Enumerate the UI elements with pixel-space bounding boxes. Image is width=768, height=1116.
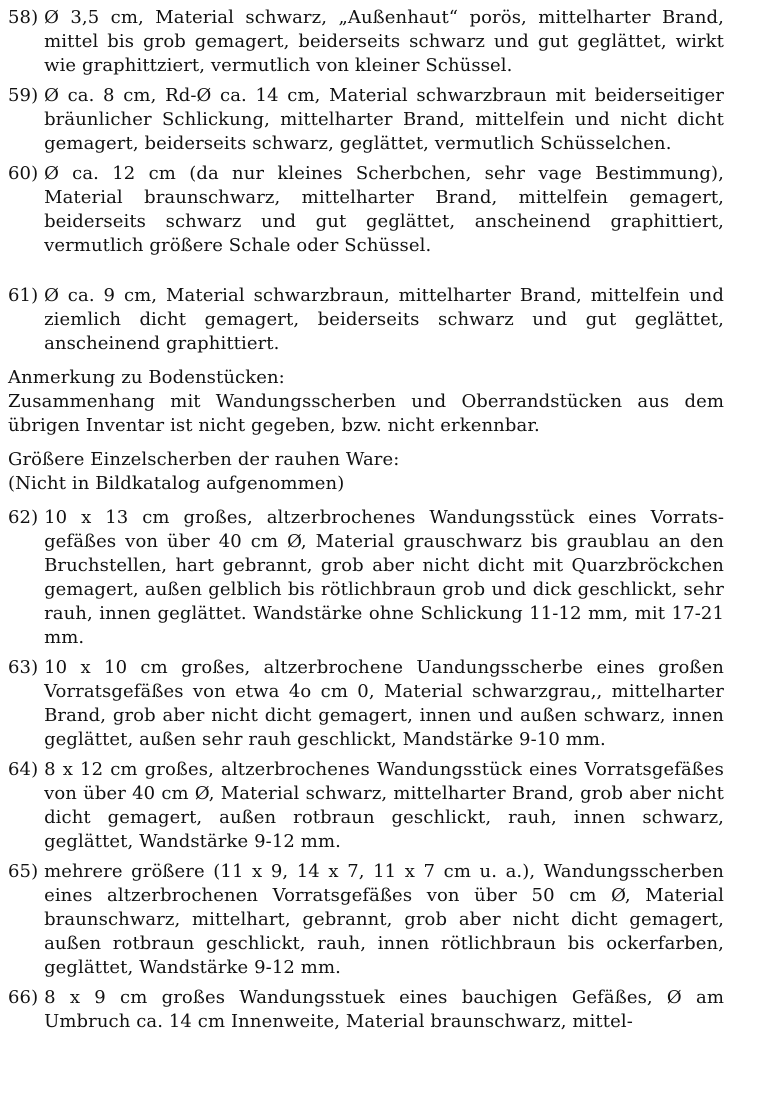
catalog-entry-60 bbox=[8, 162, 724, 258]
entry-text: Ø ca. 12 cm (da nur kleines Scherbchen, sehr vage Bestimmung), Material braunschwarz, mittelharter Brand, mittelfein gemagert, beiderseits schwarz und gut geglättet, anscheinend graphittiert, vermutlich größere Schale oder Schüssel. bbox=[44, 163, 724, 256]
entry-text: 8 x 9 cm großes Wandungsstuek eines bauchigen Gefäßes, Ø am Umbruch ca. 14 cm Innenweite, Material braunschwarz, mittel- bbox=[44, 987, 724, 1032]
catalog-entry-66 bbox=[8, 986, 724, 1034]
entry-number: 59) bbox=[8, 85, 39, 106]
entry-number: 62) bbox=[8, 507, 39, 528]
catalog-entry-64 bbox=[8, 758, 724, 854]
catalog-entry-61 bbox=[8, 284, 724, 356]
section-heading: Größere Einzelscherben der rauhen Ware: bbox=[8, 449, 400, 470]
section-subheading: (Nicht in Bildkatalog aufgenommen) bbox=[8, 473, 345, 494]
catalog-entry-63 bbox=[8, 656, 724, 752]
note-bodenstuecke bbox=[8, 366, 724, 438]
catalog-entry-58 bbox=[8, 6, 724, 78]
entry-number: 60) bbox=[8, 163, 39, 184]
entry-text: 10 x 13 cm großes, altzerbrochenes Wandungsstück eines Vorratsgefäßes von über 40 cm Ø, Material grauschwarz bis graublau an den Bruchstellen, hart gebrannt, grob aber nicht dicht mit Quarzbröckchen gemagert, außen gelblich bis rötlichbraun grob und dick geschlickt, sehr rauh, innen geglättet. Wandstärke ohne Schlickung 11-12 mm, mit 17-21 mm. bbox=[44, 507, 724, 648]
entry-number: 64) bbox=[8, 759, 39, 780]
note-heading: Anmerkung zu Bodenstücken: bbox=[8, 367, 285, 388]
entry-text: Ø ca. 9 cm, Material schwarzbraun, mittelharter Brand, mittelfein und ziemlich dicht gemagert, beiderseits schwarz und gut geglättet, anscheinend graphittiert. bbox=[44, 285, 724, 354]
catalog-entry-65 bbox=[8, 860, 724, 980]
entry-number: 61) bbox=[8, 285, 39, 306]
entry-number: 66) bbox=[8, 987, 39, 1008]
entry-number: 63) bbox=[8, 657, 39, 678]
section-rauhe-ware bbox=[8, 448, 724, 496]
entry-number: 58) bbox=[8, 7, 39, 28]
entry-number: 65) bbox=[8, 861, 39, 882]
catalog-entry-62 bbox=[8, 506, 724, 650]
document-page bbox=[8, 6, 724, 1040]
note-text: Zusammenhang mit Wandungsscherben und Oberrandstücken aus dem übrigen Inventar ist nicht gegeben, bzw. nicht erkennbar. bbox=[8, 391, 724, 436]
entry-text: Ø 3,5 cm, Material schwarz, „Außenhaut“ porös, mittelharter Brand, mittel bis grob gemagert, beiderseits schwarz und gut geglättet, wirkt wie graphittziert, vermutlich von kleiner Schüssel. bbox=[44, 7, 724, 76]
entry-text: Ø ca. 8 cm, Rd-Ø ca. 14 cm, Material schwarzbraun mit beiderseitiger bräunlicher Schlickung, mittelharter Brand, mittelfein und nicht dicht gemagert, beiderseits schwarz, geglättet, vermutlich Schüsselchen. bbox=[44, 85, 724, 154]
entry-text: 8 x 12 cm großes, altzerbrochenes Wandungsstück eines Vorratsgefäßes von über 40 cm Ø, Material schwarz, mittelharter Brand, grob aber nicht dicht gemagert, außen rotbraun geschlickt, rauh, innen schwarz, geglättet, Wandstärke 9-12 mm. bbox=[44, 759, 724, 852]
catalog-entry-59 bbox=[8, 84, 724, 156]
entry-text: 10 x 10 cm großes, altzerbrochene Uandungsscherbe eines großen Vorratsgefäßes von etwa 4o cm 0, Material schwarzgrau,, mittelharter Brand, grob aber nicht dicht gemagert, innen und außen schwarz, innen geglättet, außen sehr rauh geschlickt, Mandstärke 9-10 mm. bbox=[44, 657, 724, 750]
entry-text: mehrere größere (11 x 9, 14 x 7, 11 x 7 cm u. a.), Wandungsscherben eines altzerbrochenen Vorratsgefäßes von über 50 cm Ø, Material braunschwarz, mittelhart, gebrannt, grob aber nicht dicht gemagert, außen rotbraun geschlickt, rauh, innen rötlichbraun bis ockerfarben, geglättet, Wandstärke 9-12 mm. bbox=[44, 861, 724, 978]
